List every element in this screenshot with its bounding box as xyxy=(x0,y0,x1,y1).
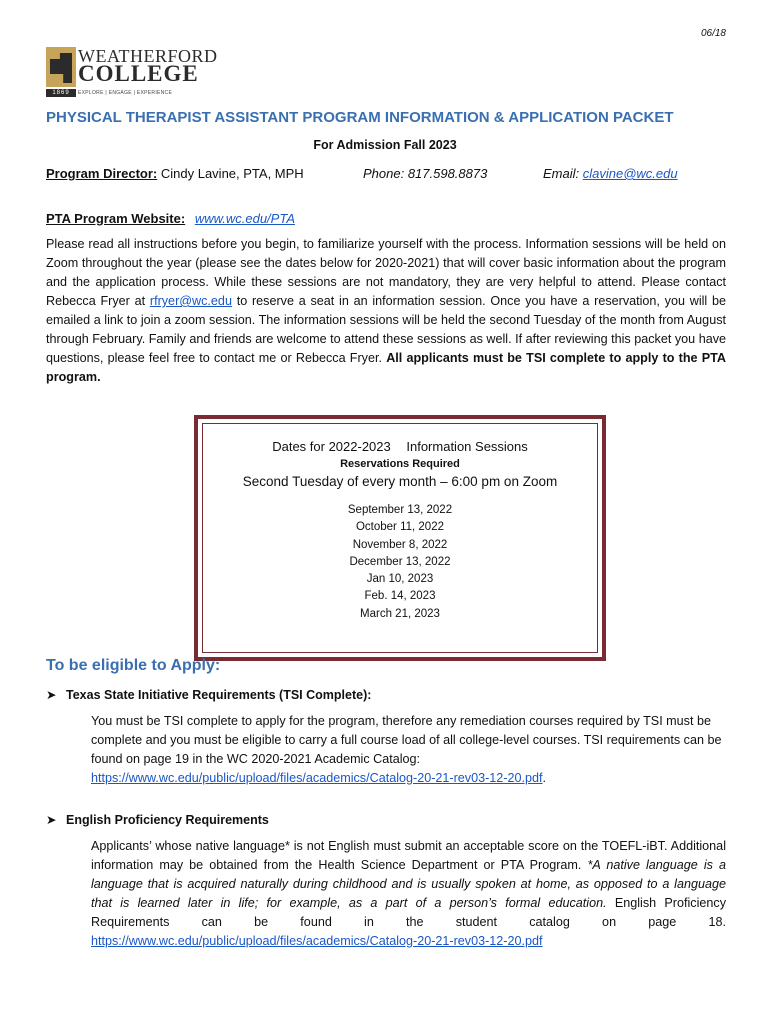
arrow-bullet-icon: ➤ xyxy=(46,813,57,827)
sessions-schedule: Second Tuesday of every month – 6:00 pm on Zoom xyxy=(242,474,558,489)
program-director xyxy=(46,166,304,181)
tsi-catalog-link[interactable]: https://www.wc.edu/public/upload/files/academics/Catalog-20-21-rev03-12-20.pdf xyxy=(91,771,543,785)
logo-tagline: EXPLORE | ENGAGE | EXPERIENCE xyxy=(78,90,173,96)
session-date: March 21, 2023 xyxy=(360,607,440,620)
native-language-definition: *A native language is a language that is acquired naturally during childhood and is usually spoken at home, as opposed to a language that is learned later in life; for example, as a part of a person’s formal education. xyxy=(91,858,726,910)
email-label: Email: xyxy=(543,166,580,181)
intro-paragraph xyxy=(46,235,726,387)
sessions-years: Dates for 2022-2023 xyxy=(272,439,391,454)
info-sessions-box xyxy=(194,415,606,661)
director-email-row xyxy=(543,166,678,181)
session-date: September 13, 2022 xyxy=(347,504,453,516)
rfryer-email-link[interactable]: rfryer@wc.edu xyxy=(149,294,232,308)
director-label: Program Director: xyxy=(46,166,158,181)
website-link[interactable]: www.wc.edu/PTA xyxy=(194,211,295,226)
session-date: November 8, 2022 xyxy=(352,538,448,551)
sessions-heading xyxy=(203,439,597,454)
college-logo xyxy=(46,46,218,97)
tsi-notice: All applicants must be TSI complete to apply to the PTA program. xyxy=(46,351,726,384)
reservations-required: Reservations Required xyxy=(340,458,460,470)
english-bullet xyxy=(46,812,269,827)
tsi-paragraph xyxy=(91,712,726,788)
english-catalog-link[interactable]: https://www.wc.edu/public/upload/files/academics/Catalog-20-21-rev03-12-20.pdf xyxy=(91,934,543,948)
intro-text: Please read all instructions before you begin, to familiarize yourself with the process. Information sessions will be held on Zoom throughout the year (please see the dates below for 2020-2021) that will cover basic information about the program and the application process. While these sessions are not mandatory, they are very helpful to attend. Please contact Rebecca Fryer at xyxy=(46,237,726,308)
logo-line2: COLLEGE xyxy=(78,61,199,86)
session-date: Jan 10, 2023 xyxy=(366,573,434,586)
english-heading: English Proficiency Requirements xyxy=(66,813,269,827)
tsi-heading: Texas State Initiative Requirements (TSI Complete): xyxy=(66,688,372,702)
intro-text-cont: to reserve a seat in an information session. Once you have a reservation, you will be emailed a link to join a zoom session. The information sessions will be held the second Tuesday of the month from August through February. Family and friends are welcome to attend these sessions as well. If after reviewing this packet you have questions, please feel free to contact me or Rebecca Fryer. xyxy=(46,294,726,365)
director-phone: Phone: 817.598.8873 xyxy=(363,166,488,181)
logo-emblem-icon xyxy=(46,47,76,87)
session-dates-list xyxy=(203,502,597,623)
english-text: Applicants’ whose native language* is not English must submit an acceptable score on the TOEFL-iBT. Additional information may be obtained from the Health Science Department or PTA Program. xyxy=(91,839,726,872)
tsi-bullet xyxy=(46,687,371,702)
session-date: Feb. 14, 2023 xyxy=(364,590,436,603)
english-text2: English Proficiency Requirements can be found in the student catalog on page 18. xyxy=(91,896,726,929)
session-date: December 13, 2022 xyxy=(349,555,451,568)
english-paragraph xyxy=(91,837,726,951)
arrow-bullet-icon: ➤ xyxy=(46,688,57,702)
session-date: October 11, 2022 xyxy=(355,521,444,534)
website-row xyxy=(46,211,295,226)
logo-year: 1869 xyxy=(46,89,76,97)
sessions-label: Information Sessions xyxy=(406,439,528,454)
revision-date: 06/18 xyxy=(700,28,726,39)
tsi-period: . xyxy=(542,771,547,785)
page-title: PHYSICAL THERAPIST ASSISTANT PROGRAM INFORMATION & APPLICATION PACKET xyxy=(46,109,674,126)
website-label: PTA Program Website: xyxy=(46,211,186,226)
logo-line1: WEATHERFORD xyxy=(78,46,218,66)
director-email-link[interactable]: clavine@wc.edu xyxy=(582,166,678,181)
admission-subtitle: For Admission Fall 2023 xyxy=(313,138,457,152)
tsi-text: You must be TSI complete to apply for the program, therefore any remediation courses required by TSI must be complete and you must be eligible to carry a full course load of all college-level courses. TSI requirements can be found on page 19 in the WC 2020-2021 Academic Catalog: xyxy=(91,714,722,766)
director-name: Cindy Lavine, PTA, MPH xyxy=(160,166,304,181)
eligibility-heading: To be eligible to Apply: xyxy=(46,657,221,674)
